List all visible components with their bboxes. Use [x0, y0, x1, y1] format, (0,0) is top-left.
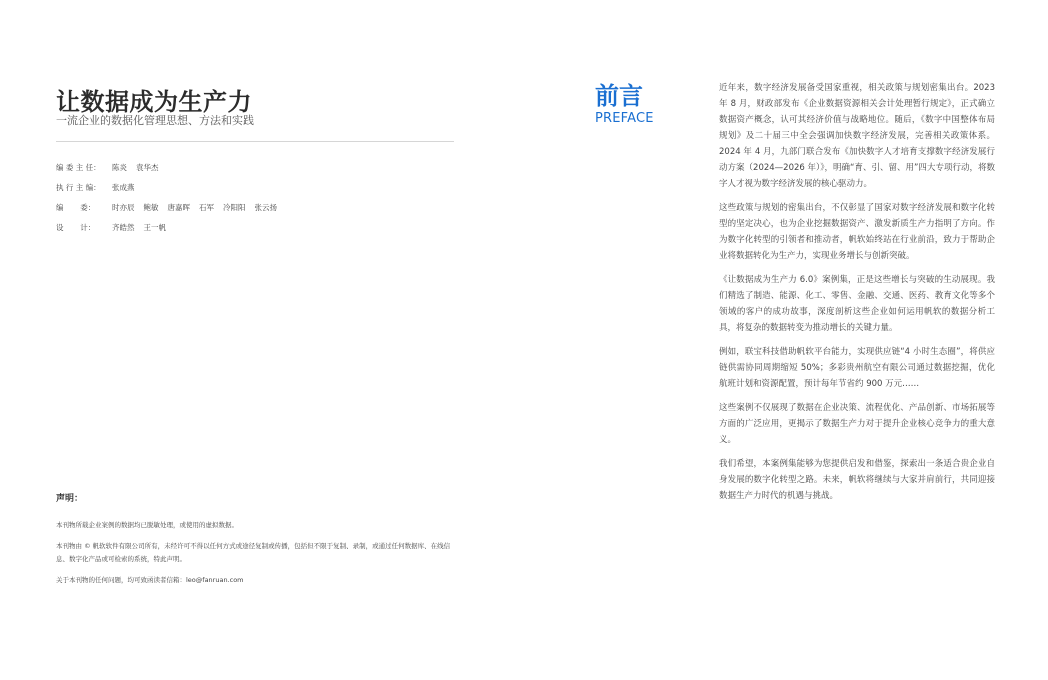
preface-body: [719, 80, 995, 512]
statement-paragraph: 本刊物所载企业案例的数据均已脱敏处理，或使用的虚拟数据。: [56, 521, 238, 529]
credit-name: 陈炎: [112, 162, 127, 172]
preface-paragraph: 近年来，数字经济发展备受国家重视，相关政策与规划密集出台。2023 年 8 月，财政部发布《企业数据资源相关会计处理暂行规定》，正式确立数据资产概念，认可其经济价值与战略地位。随后，《数字中国整体布局规划》及二十届三中全会强调加快数字经济发展，完善相关政策体系。2024 年 4 月，九部门联合发布《加快数字人才培育支撑数字经济发展行动方案（2024—2026 年）》，明确“育、引、留、用”四大专项行动，将数字人才视为数字经济发展的核心驱动力。: [719, 83, 995, 189]
credit-label: 编 委：: [56, 202, 96, 212]
statement-title: 声明：: [56, 494, 84, 504]
credit-name: 袁华杰: [136, 162, 159, 172]
credit-name: 时亦辰: [112, 202, 135, 212]
preface-paragraph: 《让数据成为生产力 6.0》案例集，正是这些增长与突破的生动展现。我们精选了制造、能源、化工、零售、金融、交通、医药、教育文化等多个领域的客户的成功故事，深度剖析这些企业如何运用帆软的数据分析工具，将复杂的数据转变为推动增长的关键力量。: [719, 275, 995, 333]
credit-name: 王一帆: [143, 222, 166, 232]
preface-paragraph: 例如，联宝科技借助帆软平台能力，实现供应链“4 小时生态圈”，将供应链供需协同周期缩短 50%；多彩贵州航空有限公司通过数据挖掘，优化航班计划和资源配置，预计每年节省约 900 万元……: [719, 347, 995, 389]
credits-list: [56, 157, 277, 237]
credit-names: [112, 182, 135, 193]
credit-row-editorial-board: [56, 197, 277, 217]
credit-name: 冷阳阳: [223, 202, 246, 212]
left-page: [56, 0, 456, 680]
credit-row-design: [56, 217, 277, 237]
preface-paragraph: 这些政策与规划的密集出台，不仅彰显了国家对数字经济发展和数字化转型的坚定决心，也为企业挖掘数据资产、激发新质生产力指明了方向。作为数字化转型的引领者和推动者，帆软始终站在行业前沿，致力于帮助企业将数据转化为生产力，实现业务增长与创新突破。: [719, 203, 995, 261]
credit-names: [112, 202, 277, 213]
credit-label: 编 委 主 任：: [56, 162, 101, 172]
credit-name: 齐皓然: [112, 222, 135, 232]
title-divider: [56, 141, 454, 142]
credit-row-editorial-director: [56, 157, 277, 177]
preface-paragraph: 我们希望，本案例集能够为您提供启发和借鉴，探索出一条适合贵企业自身发展的数字化转型之路。未来，帆软将继续与大家并肩前行，共同迎接数据生产力时代的机遇与挑战。: [719, 459, 995, 501]
credit-name: 鲍敏: [143, 202, 159, 212]
credit-label: 设 计：: [56, 222, 96, 232]
credit-name: 石军: [199, 202, 214, 212]
credit-names: [112, 222, 166, 233]
book-title: 让数据成为生产力: [56, 88, 252, 116]
copyright-statement: [56, 491, 456, 595]
statement-contact: 关于本刊物的任何问题，均可致函读者信箱：leo@fanruan.com: [56, 576, 244, 584]
preface-title-en: PREFACE: [595, 111, 654, 126]
credit-names: [112, 162, 159, 173]
statement-paragraph: 本刊物由 © 帆软软件有限公司所有，未经许可不得以任何方式或途径复制或传播，包括但不限于复制、录制，或通过任何数据库、在线信息、数字化产品或可检索的系统，特此声明。: [56, 542, 451, 563]
credit-name: 张成燕: [112, 182, 135, 192]
credit-row-executive-editor: [56, 177, 277, 197]
book-subtitle: 一流企业的数据化管理思想、方法和实践: [56, 114, 254, 127]
credit-label: 执 行 主 编：: [56, 182, 101, 192]
credit-name: 张云扬: [254, 202, 277, 212]
preface-heading: [595, 82, 654, 127]
preface-paragraph: 这些案例不仅展现了数据在企业决策、流程优化、产品创新、市场拓展等方面的广泛应用，更揭示了数据生产力对于提升企业核心竞争力的重大意义。: [719, 403, 995, 445]
credit-name: 唐嘉晖: [167, 202, 190, 212]
preface-title-cn: 前言: [595, 82, 643, 110]
